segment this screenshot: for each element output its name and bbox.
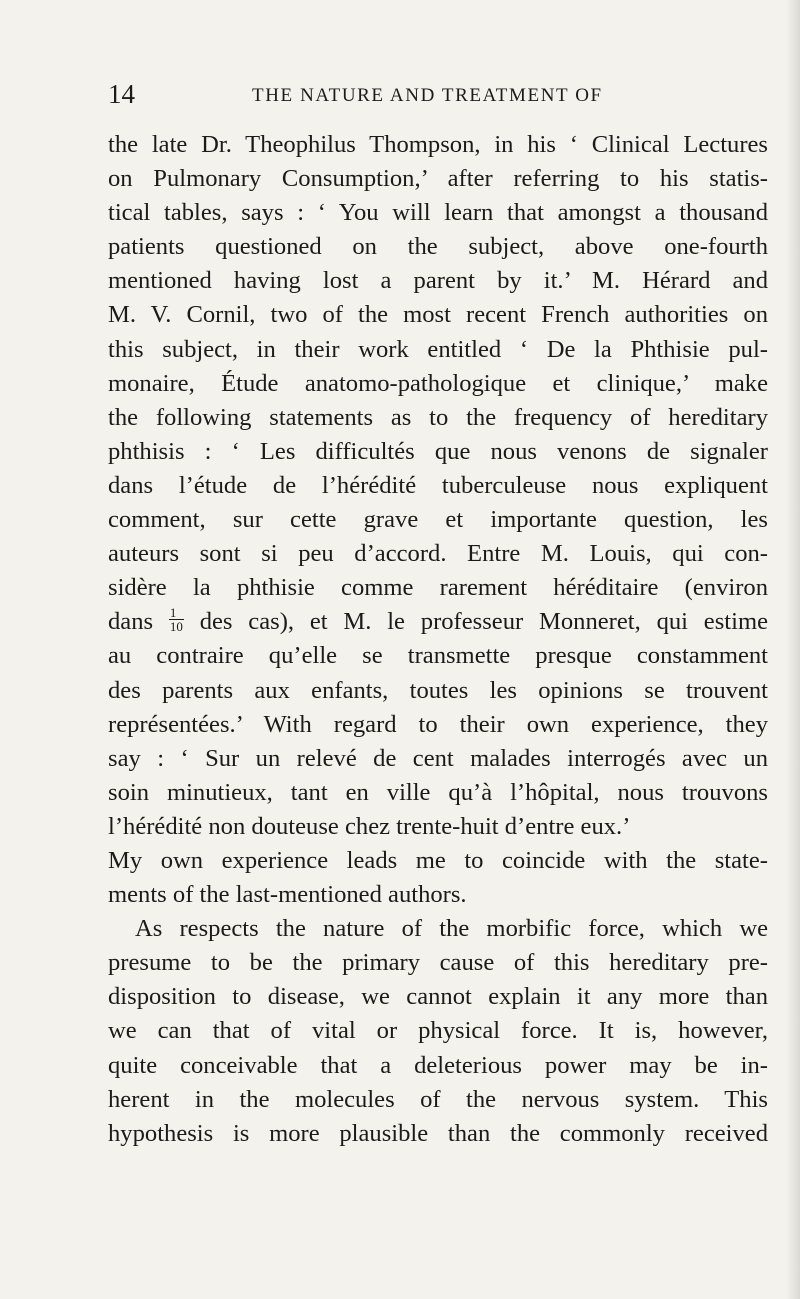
text-line: herent in the molecules of the nervous system. This xyxy=(108,1085,768,1113)
text-line: this subject, in their work entitled ‘ De la Phthisie pul- xyxy=(108,335,768,363)
text-line: mentioned having lost a parent by it.’ M. Hérard and xyxy=(108,267,768,295)
text-line: monaire, Étude anatomo-pathologique et clinique,’ make xyxy=(108,369,768,397)
running-head: THE NATURE AND TREATMENT OF xyxy=(252,85,603,106)
text-line: des parents aux enfants, toutes les opinions se trouvent xyxy=(108,676,768,704)
text-line: on Pulmonary Consumption,’ after referring to his statis- xyxy=(108,165,768,193)
text-line: My own experience leads me to coincide with the state- xyxy=(108,846,768,874)
text-line: comment, sur cette grave et importante question, les xyxy=(108,506,768,534)
text-line: représentées.’ With regard to their own experience, they xyxy=(108,710,768,738)
text-line: hypothesis is more plausible than the commonly received xyxy=(108,1119,768,1147)
fraction-line xyxy=(108,605,768,639)
text-line: au contraire qu’elle se transmette presque constamment xyxy=(108,642,768,670)
text-line: we can that of vital or physical force. It is, however, xyxy=(108,1017,768,1045)
text-line: l’hérédité non douteuse chez trente-huit d’entre eux.’ xyxy=(108,812,631,840)
paragraph-first-line: As respects the nature of the morbific force, which we xyxy=(135,915,768,943)
fraction xyxy=(169,606,184,633)
text-line: auteurs sont si peu d’accord. Entre M. Louis, qui con- xyxy=(108,540,768,568)
text-line: say : ‘ Sur un relevé de cent malades interrogés avec un xyxy=(108,744,768,772)
text-line: disposition to disease, we cannot explain it any more than xyxy=(108,983,768,1011)
text-line: patients questioned on the subject, above one-fourth xyxy=(108,233,768,261)
text-line: tical tables, says : ‘ You will learn that amongst a thousand xyxy=(108,199,768,227)
text-line: sidère la phthisie comme rarement héréditaire (environ xyxy=(108,574,768,602)
fraction-numerator: 1 xyxy=(169,606,184,620)
body-text xyxy=(108,128,768,1151)
page-header xyxy=(108,78,768,110)
text-line: M. V. Cornil, two of the most recent French authorities on xyxy=(108,301,768,329)
text-line: presume to be the primary cause of this hereditary pre- xyxy=(108,949,768,977)
text-line: quite conceivable that a deleterious power may be in- xyxy=(108,1051,768,1079)
text-line: ments of the last-mentioned authors. xyxy=(108,881,467,909)
text-line: dans l’étude de l’hérédité tuberculeuse nous expliquent xyxy=(108,471,768,499)
fraction-line-suffix: des cas), et M. le professeur Monneret, qui estime xyxy=(199,608,769,636)
fraction-denominator: 10 xyxy=(169,619,183,635)
text-line: soin minutieux, tant en ville qu’à l’hôpital, nous trouvons xyxy=(108,778,768,806)
page-number: 14 xyxy=(108,79,135,109)
text-line: phthisis : ‘ Les difficultés que nous venons de signaler xyxy=(108,437,768,465)
page-edge-shadow xyxy=(786,0,800,1299)
text-line: the late Dr. Theophilus Thompson, in his ‘ Clinical Lectures xyxy=(108,131,768,158)
text-line: the following statements as to the frequency of hereditary xyxy=(108,403,768,431)
fraction-line-prefix: dans xyxy=(108,608,154,636)
